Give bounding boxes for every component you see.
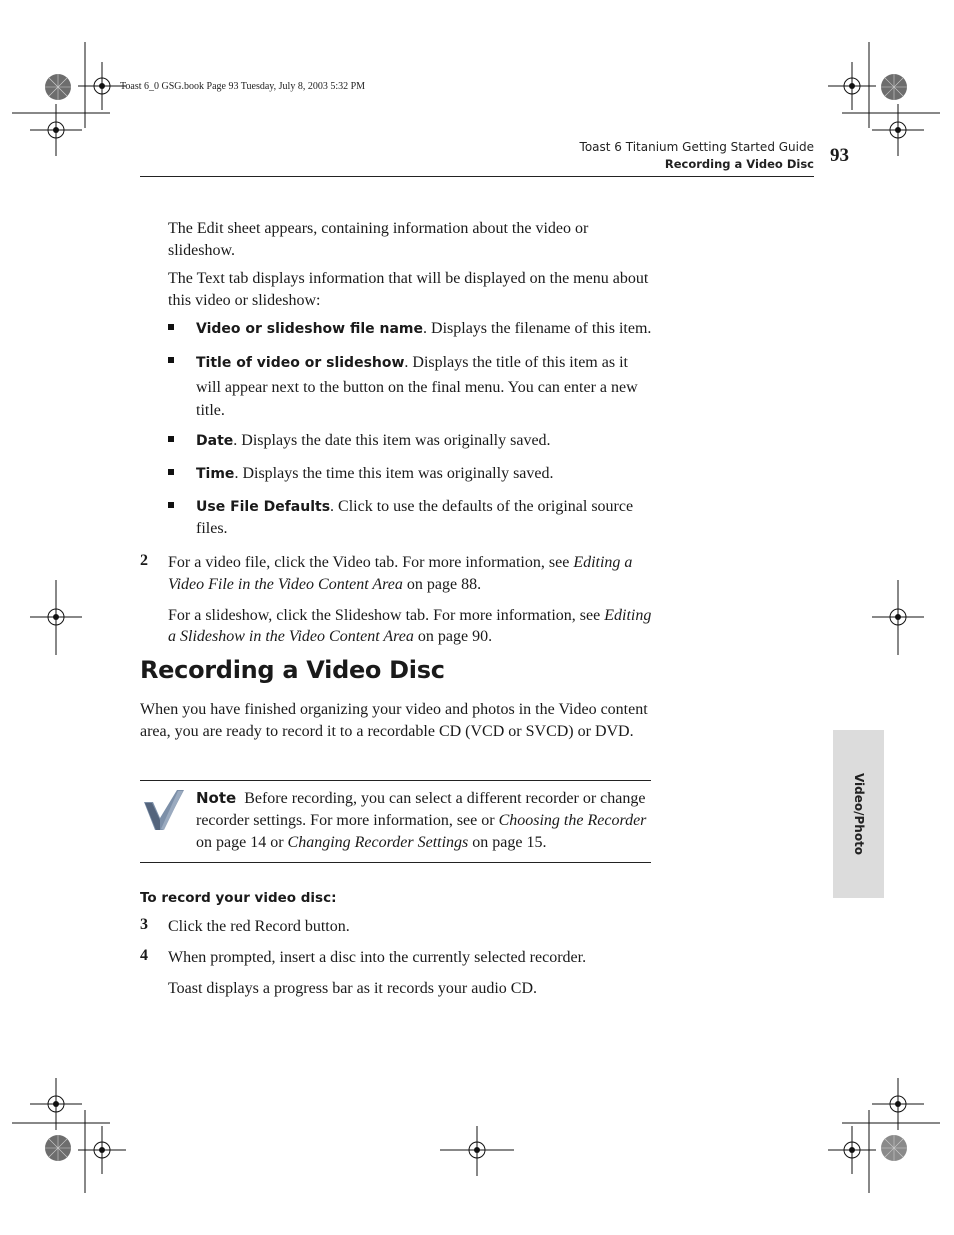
step-number: 2 [140, 552, 148, 569]
bullet-icon [168, 436, 174, 442]
print-slug: Toast 6_0 GSG.book Page 93 Tuesday, July 8, 2003 5:32 PM [120, 81, 366, 92]
cross-reference-link[interactable]: Choosing the Recorder [498, 812, 647, 829]
procedure-heading: To record your video disc: [140, 890, 337, 906]
bullet-term: Video or slideshow file name [196, 321, 424, 337]
step-number: 4 [140, 947, 148, 964]
note-top-rule [140, 780, 651, 781]
note-label: Note [196, 789, 237, 807]
bullet-term: Use File Defaults [196, 499, 331, 515]
step-number: 3 [140, 916, 148, 933]
section-intro: When you have finished organizing your video and photos in the Video content area, you are ready to record it to a recordable CD (VCD or SVCD) or DVD. [140, 701, 648, 740]
bullet-icon [168, 502, 174, 508]
bullet-desc: . Displays the filename of this item. [423, 320, 652, 337]
bullet-icon [168, 324, 174, 330]
bullet-desc: . Click to use the defaults of the original source files. [196, 498, 634, 537]
step-2-subtext: For a slideshow, click the Slideshow tab. For more information, see Editing a Slideshow in the Video Content Area on page 90. [168, 607, 652, 645]
page-number: 93 [830, 145, 849, 166]
cross-reference-link[interactable]: Changing Recorder Settings [287, 834, 469, 851]
bullet-desc: . Displays the title of this item as it will appear next to the button on the final menu. You can enter a new title. [196, 354, 638, 419]
cross-reference-link[interactable]: Editing a Video File in the Video Content Area [168, 554, 633, 593]
note-bottom-rule [140, 862, 651, 863]
bullet-desc: . Displays the time this item was originally saved. [234, 465, 554, 482]
bullet-icon [168, 469, 174, 475]
chapter-side-tab[interactable] [833, 730, 884, 898]
running-section-title: Recording a Video Disc [664, 157, 814, 171]
step-text: When prompted, insert a disc into the currently selected recorder. [168, 949, 587, 966]
side-tab-label: Video/Photo [851, 772, 866, 856]
bullet-term: Date [196, 433, 234, 449]
intro-paragraph-2: The Text tab displays information that will be displayed on the menu about this video or slideshow: [168, 270, 649, 309]
checkmark-icon [141, 788, 185, 832]
step-text: Click the red Record button. [168, 918, 350, 935]
guide-title: Toast 6 Titanium Getting Started Guide [579, 140, 814, 154]
step-2-text: For a video file, click the Video tab. For more information, see Editing a Video File in the Video Content Area on page 88. [168, 554, 633, 593]
header-rule [140, 176, 814, 177]
bullet-desc: . Displays the date this item was originally saved. [233, 432, 551, 449]
bullet-term: Time [196, 466, 235, 482]
bullet-icon [168, 357, 174, 363]
section-heading: Recording a Video Disc [140, 656, 445, 684]
note-text: Note Before recording, you can select a different recorder or change recorder settings. For more information, see or Choosing the Recorder on page 14 or Changing Recorder Settings on page 15. [196, 789, 647, 851]
closing-text: Toast displays a progress bar as it records your audio CD. [168, 980, 538, 997]
cross-reference-link[interactable]: Editing a Slideshow in the Video Content Area [168, 607, 652, 645]
bullet-term: Title of video or slideshow [196, 355, 405, 371]
intro-paragraph-1: The Edit sheet appears, containing information about the video or slideshow. [168, 220, 589, 259]
